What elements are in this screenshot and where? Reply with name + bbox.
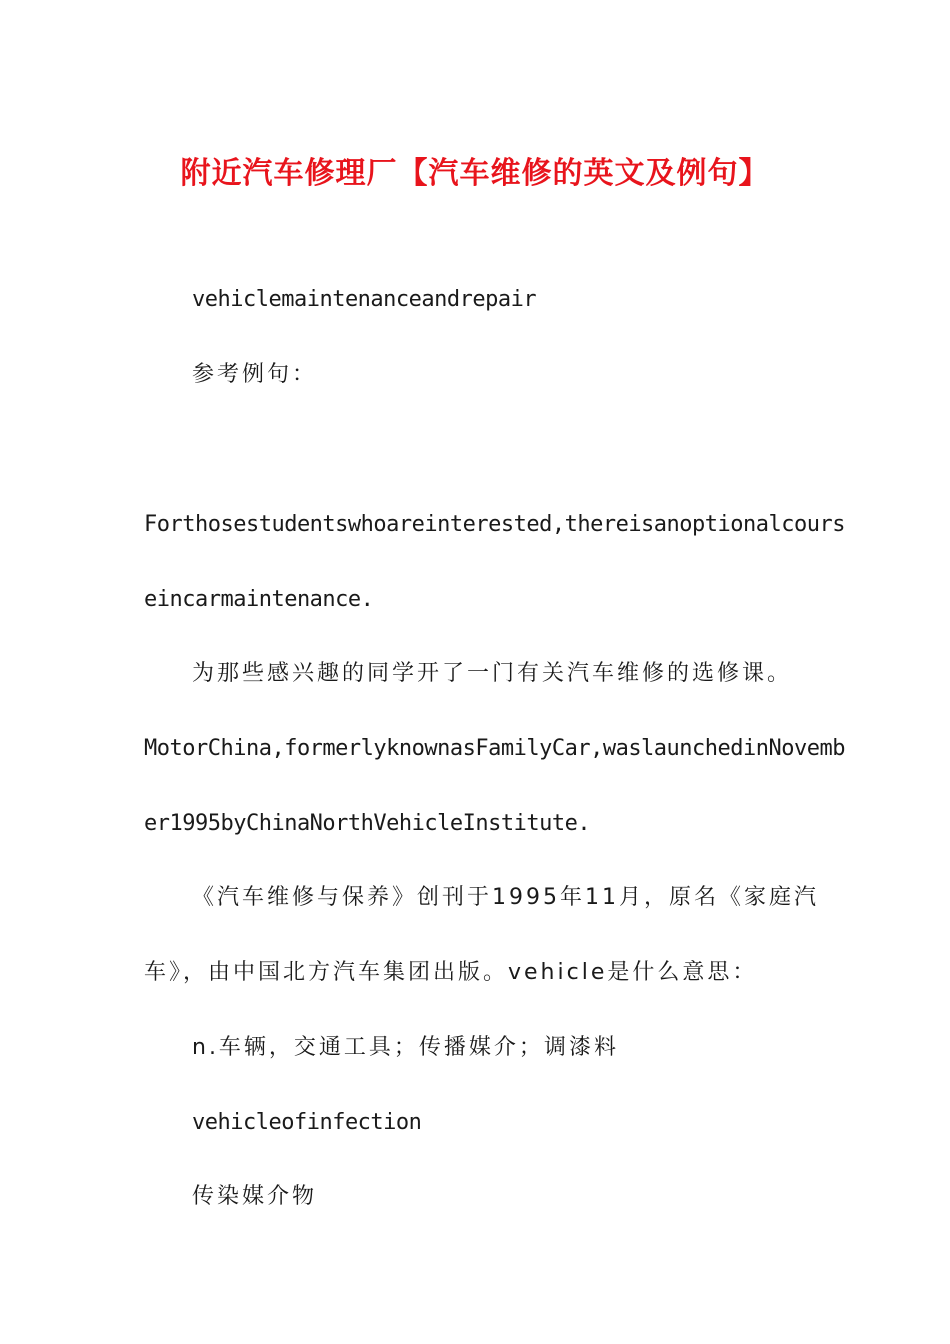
definition-line: n.车辆，交通工具；传播媒介；调漆料 xyxy=(192,1035,619,1060)
document-title: 附近汽车修理厂【汽车维修的英文及例句】 xyxy=(180,156,770,191)
example-translation-1: 为那些感兴趣的同学开了一门有关汽车维修的选修课。 xyxy=(192,661,793,686)
example-sentence-2a: MotorChina,formerlyknownasFamilyCar,waslaunchedinNovemb xyxy=(144,736,845,761)
reference-heading: 参考例句： xyxy=(192,362,318,387)
example-sentence-2b: er1995byChinaNorthVehicleInstitute. xyxy=(144,811,591,836)
example-sentence-1a: Forthosestudentswhoareinterested,thereisanoptionalcours xyxy=(144,512,845,537)
example-translation-2a: 《汽车维修与保养》创刊于1995年11月，原名《家庭汽 xyxy=(192,885,819,910)
phrase-translation: 传染媒介物 xyxy=(192,1184,318,1209)
phrase-line: vehicleofinfection xyxy=(192,1110,422,1135)
example-translation-2b: 车》，由中国北方汽车集团出版。vehicle是什么意思： xyxy=(144,960,758,985)
example-sentence-1b: eincarmaintenance. xyxy=(144,587,374,612)
term-line: vehiclemaintenanceandrepair xyxy=(192,287,537,312)
